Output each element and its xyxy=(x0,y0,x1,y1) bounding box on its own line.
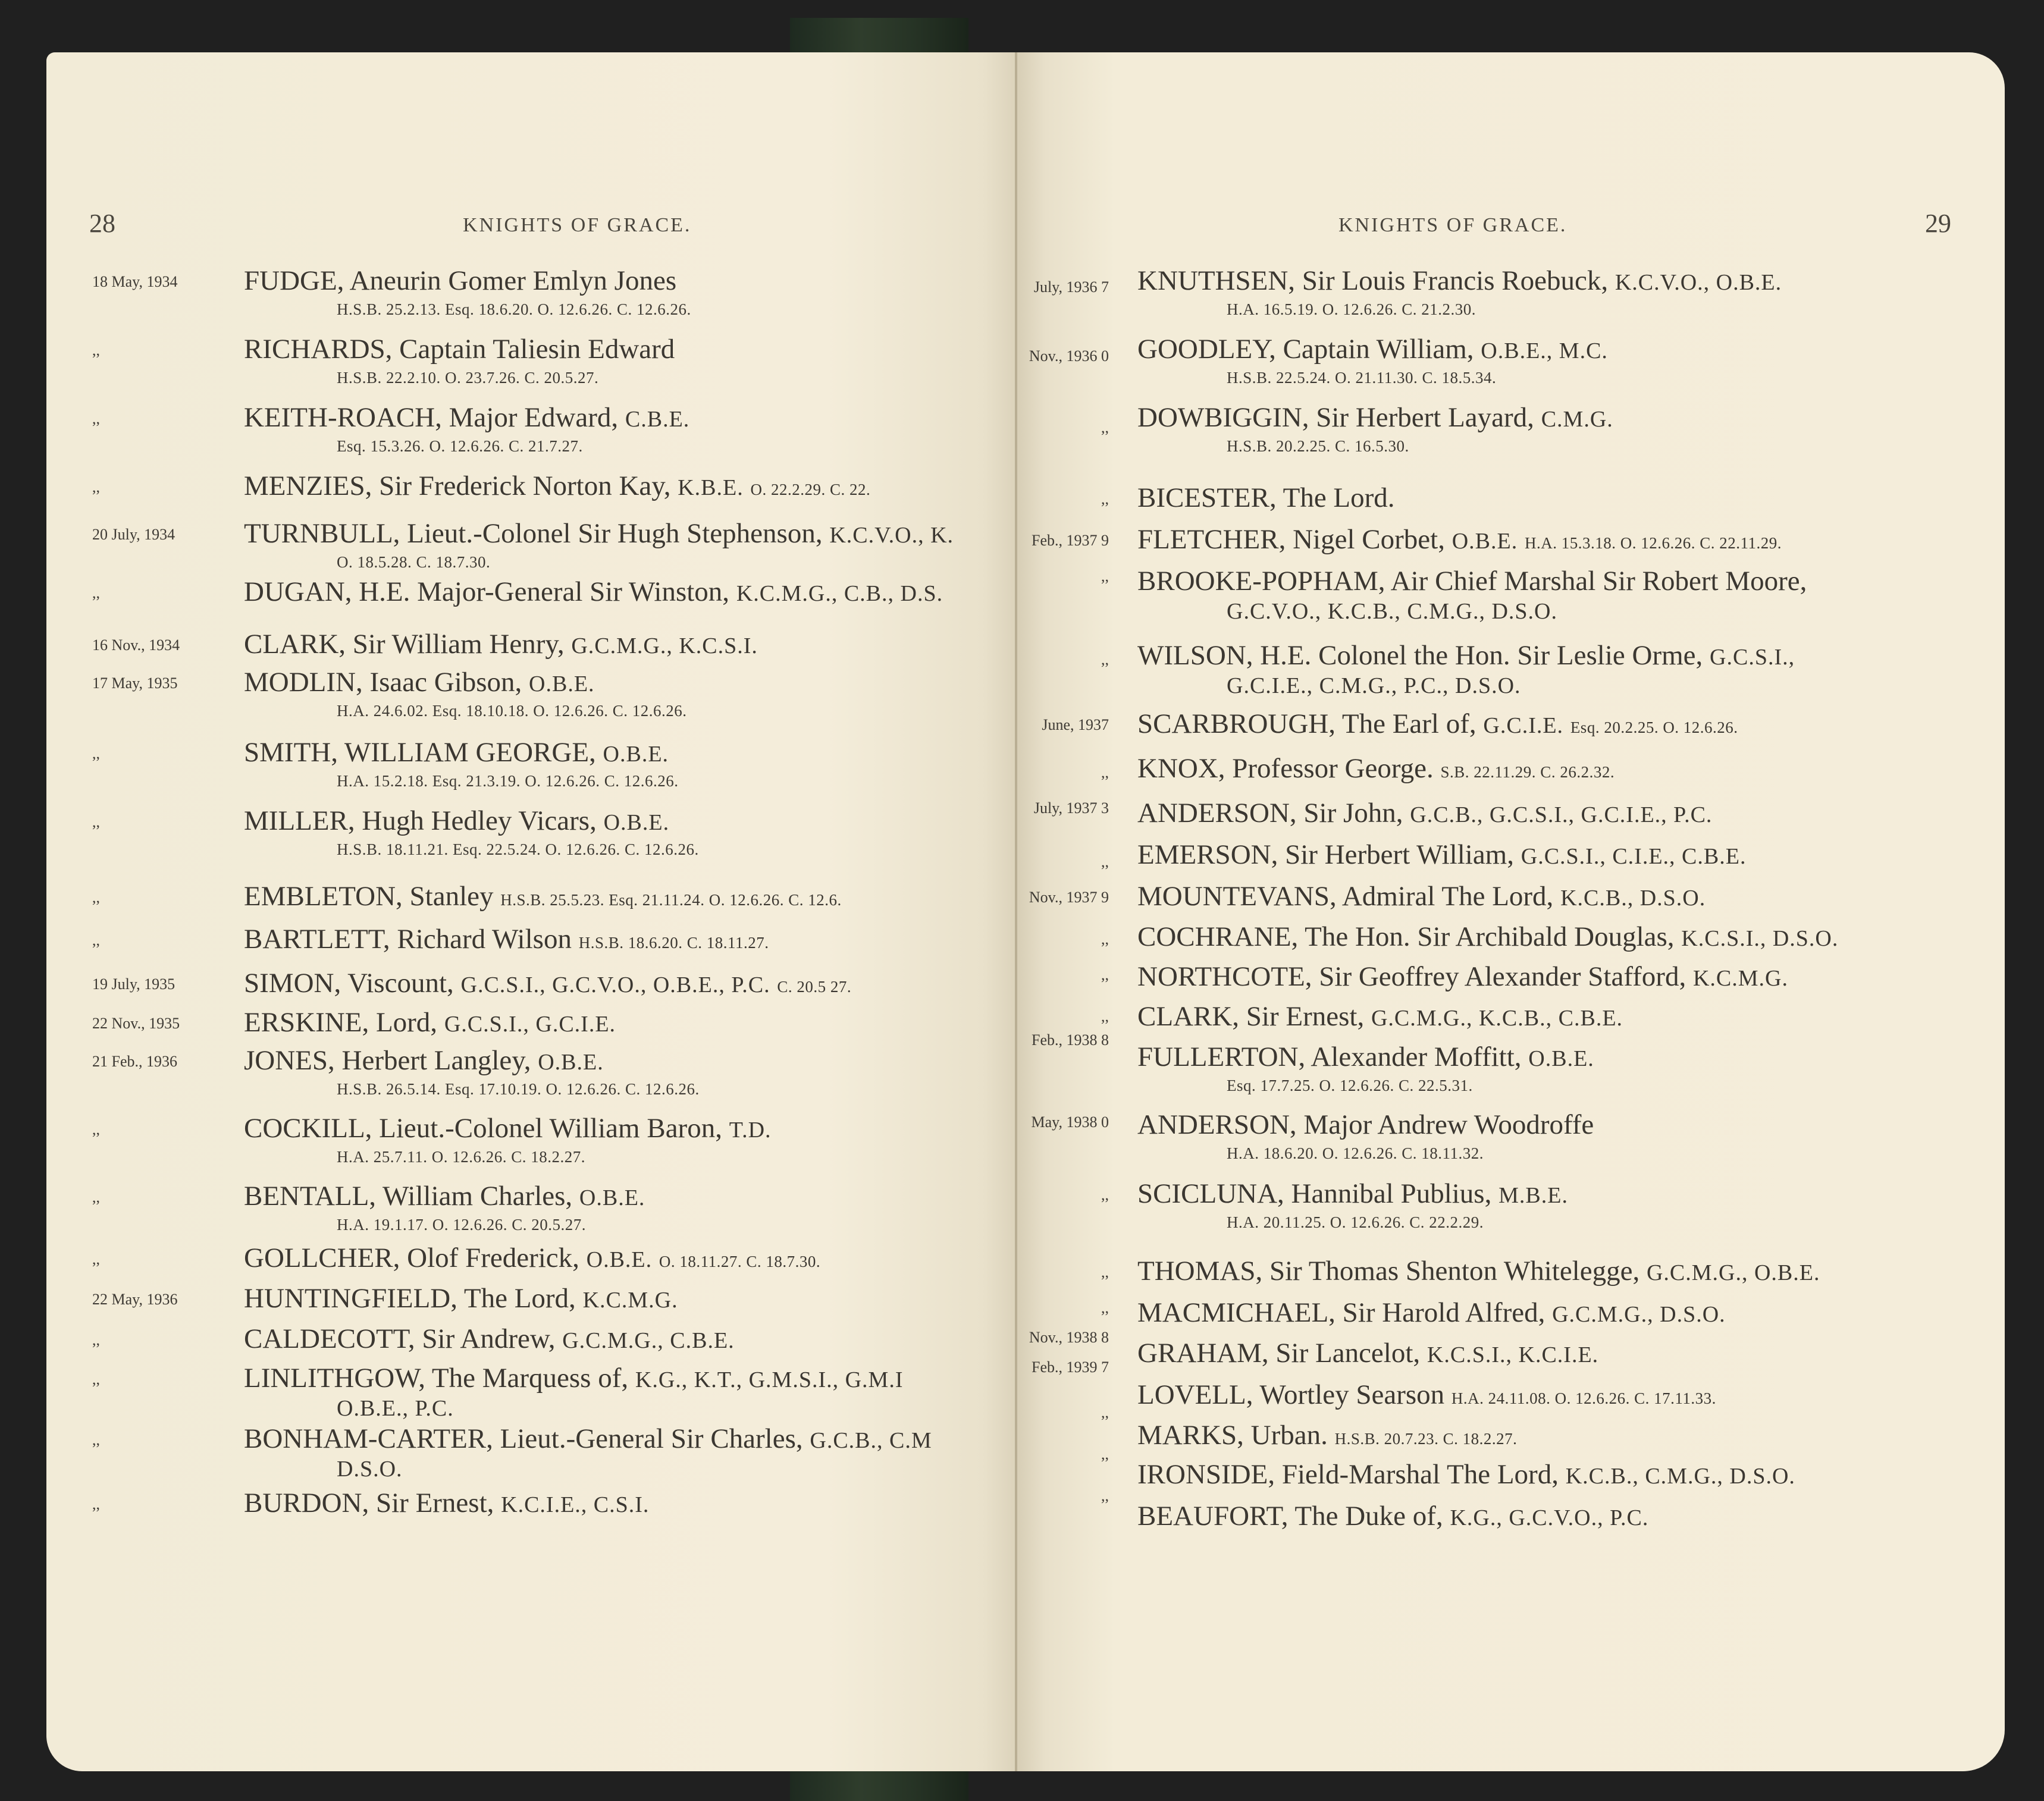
entry-date: ,, xyxy=(1101,930,1109,947)
honours: G.C.S.I., G.C.V.O., O.B.E., P.C. xyxy=(460,972,770,997)
entry-line xyxy=(1137,1458,1795,1491)
entry-line xyxy=(244,1323,735,1355)
honours-continued: O.B.E., P.C. xyxy=(337,1396,454,1421)
honours: K.C.M.G. xyxy=(582,1288,678,1313)
entry-line xyxy=(244,736,669,768)
knight-name: GOODLEY, Captain William, xyxy=(1137,334,1474,365)
service-dates: H.S.B. 22.5.24. O. 21.11.30. C. 18.5.34. xyxy=(1227,369,1497,387)
entry-date: 9 Feb., 1937 xyxy=(1032,532,1109,549)
entry-date: ,, xyxy=(1101,1299,1109,1316)
entry-line xyxy=(244,1282,678,1314)
entry-line xyxy=(1137,565,1807,597)
honours: C.M.G. xyxy=(1541,407,1613,432)
entry-line xyxy=(244,265,676,297)
entry-date: ,, xyxy=(1101,764,1109,781)
entry-line xyxy=(1137,401,1613,434)
running-head-right: KNIGHTS OF GRACE. xyxy=(1338,214,1568,236)
knight-name: SIMON, Viscount, xyxy=(244,968,454,999)
honours: O.B.E. xyxy=(579,1185,645,1210)
knight-name: LINLITHGOW, The Marquess of, xyxy=(244,1363,629,1394)
honours: O.B.E., M.C. xyxy=(1481,338,1608,363)
entry-date: ,, xyxy=(92,1188,100,1206)
honours: G.C.S.I., G.C.I.E. xyxy=(444,1012,616,1037)
entry-date: 18 May, 1934 xyxy=(92,273,178,290)
entry-line xyxy=(244,967,851,999)
entry-date: ,, xyxy=(1101,1008,1109,1025)
entry-date: ,, xyxy=(1101,1445,1109,1463)
entry-date: ,, xyxy=(1101,853,1109,870)
knight-name: IRONSIDE, Field-Marshal The Lord, xyxy=(1137,1459,1559,1490)
page-number-left: 28 xyxy=(89,209,115,238)
entry-date: ,, xyxy=(92,1431,100,1448)
entry-line xyxy=(244,805,669,837)
service-dates: H.A. 15.2.18. Esq. 21.3.19. O. 12.6.26. C. 12.6.26. xyxy=(337,772,679,790)
entry-line xyxy=(1137,482,1395,514)
knight-name: ANDERSON, Sir John, xyxy=(1137,798,1403,829)
service-dates: H.A. 20.11.25. O. 12.6.26. C. 22.2.29. xyxy=(1227,1213,1484,1231)
service-dates: H.A. 16.5.19. O. 12.6.26. C. 21.2.30. xyxy=(1227,300,1476,318)
entry-line xyxy=(244,517,954,550)
entry-date: ,, xyxy=(92,410,100,427)
service-dates: H.S.B. 22.2.10. O. 23.7.26. C. 20.5.27. xyxy=(337,369,599,387)
entry-line xyxy=(1137,1379,1716,1411)
honours: G.C.M.G., D.S.O. xyxy=(1552,1302,1726,1327)
entry-line xyxy=(1137,880,1706,912)
entry-date: ,, xyxy=(1101,1404,1109,1421)
knight-name: TURNBULL, Lieut.-Colonel Sir Hugh Stephenson, xyxy=(244,518,823,549)
entry-line xyxy=(1137,1297,1726,1329)
knight-name: ANDERSON, Major Andrew Woodroffe xyxy=(1137,1109,1594,1140)
knight-name: COCHRANE, The Hon. Sir Archibald Douglas, xyxy=(1137,921,1675,952)
entry-line xyxy=(244,1112,772,1144)
entry-line xyxy=(1137,1255,1820,1287)
honours: K.C.B., D.S.O. xyxy=(1560,886,1706,911)
knight-name: BROOKE-POPHAM, Air Chief Marshal Sir Robert Moore, xyxy=(1137,566,1807,597)
honours: O.B.E. xyxy=(529,672,595,696)
entry-date: 17 May, 1935 xyxy=(92,674,178,692)
knight-name: MENZIES, Sir Frederick Norton Kay, xyxy=(244,470,671,501)
service-dates: Esq. 20.2.25. O. 12.6.26. xyxy=(1570,718,1738,736)
knight-name: BICESTER, The Lord. xyxy=(1137,482,1395,513)
entry-date: ,, xyxy=(92,584,100,601)
honours: K.G., K.T., G.M.S.I., G.M.I xyxy=(635,1367,904,1392)
honours: C.B.E. xyxy=(625,407,690,432)
entry-line xyxy=(1137,961,1788,993)
entry-line xyxy=(244,470,870,502)
entry-line xyxy=(244,880,842,912)
honours: O.B.E. xyxy=(586,1247,653,1272)
service-dates: Esq. 15.3.26. O. 12.6.26. C. 21.7.27. xyxy=(337,437,583,455)
knight-name: SCICLUNA, Hannibal Publius, xyxy=(1137,1178,1492,1209)
honours: G.C.M.G., O.B.E. xyxy=(1646,1260,1820,1285)
service-dates: H.S.B. 25.5.23. Esq. 21.11.24. O. 12.6.26. C. 12.6. xyxy=(500,891,842,909)
honours: K.C.S.I., D.S.O. xyxy=(1681,926,1839,951)
honours: M.B.E. xyxy=(1498,1183,1568,1208)
honours: K.C.B., C.M.G., D.S.O. xyxy=(1565,1464,1795,1489)
page-number-right: 29 xyxy=(1925,209,1951,238)
honours: O.B.E. xyxy=(1452,529,1518,554)
entry-line xyxy=(1137,1041,1594,1073)
entry-date: ,, xyxy=(92,1495,100,1513)
entry-date: ,, xyxy=(92,1331,100,1348)
honours: T.D. xyxy=(729,1118,772,1143)
honours-continued: G.C.V.O., K.C.B., C.M.G., D.S.O. xyxy=(1227,599,1558,624)
knight-name: MOUNTEVANS, Admiral The Lord, xyxy=(1137,881,1554,912)
entry-line xyxy=(1137,1000,1623,1033)
knight-name: COCKILL, Lieut.-Colonel William Baron, xyxy=(244,1113,722,1144)
entry-date: ,, xyxy=(1101,651,1109,668)
entry-date: June, 1937 xyxy=(1042,716,1109,733)
entry-date: 20 July, 1934 xyxy=(92,526,175,543)
entry-date: 22 Nov., 1935 xyxy=(92,1015,180,1032)
entry-date: 8 Nov., 1938 xyxy=(1029,1329,1109,1346)
entry-date: 8 Feb., 1938 xyxy=(1032,1031,1109,1049)
service-dates: H.S.B. 18.11.21. Esq. 22.5.24. O. 12.6.26. C. 12.6.26. xyxy=(337,840,699,858)
entry-line xyxy=(1137,752,1614,785)
entry-date: ,, xyxy=(1101,1487,1109,1504)
service-dates: C. 20.5 27. xyxy=(777,978,852,996)
knight-name: KNUTHSEN, Sir Louis Francis Roebuck, xyxy=(1137,265,1609,296)
entry-date: ,, xyxy=(1101,419,1109,436)
knight-name: LOVELL, Wortley Searson xyxy=(1137,1379,1445,1410)
entry-line xyxy=(244,333,675,365)
knight-name: WILSON, H.E. Colonel the Hon. Sir Leslie Orme, xyxy=(1137,640,1703,671)
honours: G.C.M.G., K.C.S.I. xyxy=(571,633,758,658)
entry-line xyxy=(1137,1419,1517,1451)
entry-date: 16 Nov., 1934 xyxy=(92,636,180,654)
entry-line xyxy=(1137,797,1712,829)
entry-date: ,, xyxy=(92,931,100,949)
service-dates: O. 22.2.29. C. 22. xyxy=(750,481,871,498)
knight-name: FLETCHER, Nigel Corbet, xyxy=(1137,524,1445,555)
entry-line xyxy=(1137,1178,1568,1210)
entry-line xyxy=(244,1242,820,1274)
entry-date: 9 Nov., 1937 xyxy=(1029,889,1109,906)
entry-line xyxy=(1137,1109,1594,1141)
service-dates: H.S.B. 26.5.14. Esq. 17.10.19. O. 12.6.26. C. 12.6.26. xyxy=(337,1080,700,1098)
knight-name: HUNTINGFIELD, The Lord, xyxy=(244,1283,576,1314)
honours: K.G., G.C.V.O., P.C. xyxy=(1450,1505,1649,1530)
service-dates: H.A. 15.3.18. O. 12.6.26. C. 22.11.29. xyxy=(1524,534,1782,552)
knight-name: GRAHAM, Sir Lancelot, xyxy=(1137,1338,1421,1369)
entry-date: 3 July, 1937 xyxy=(1033,799,1109,817)
service-dates: H.A. 24.6.02. Esq. 18.10.18. O. 12.6.26. C. 12.6.26. xyxy=(337,702,687,720)
entry-line xyxy=(1137,921,1838,953)
knight-name: BURDON, Sir Ernest, xyxy=(244,1488,494,1518)
entry-date: 7 Feb., 1939 xyxy=(1032,1358,1109,1376)
entry-line xyxy=(244,666,595,698)
knight-name: CLARK, Sir Ernest, xyxy=(1137,1001,1365,1032)
knight-name: EMBLETON, Stanley xyxy=(244,881,494,912)
entry-date: 0 May, 1938 xyxy=(1031,1113,1109,1131)
entry-line xyxy=(244,923,769,955)
entry-line xyxy=(1137,639,1795,672)
entry-line xyxy=(244,576,943,608)
honours-continued: D.S.O. xyxy=(337,1457,403,1482)
entry-line xyxy=(1137,708,1738,740)
honours: O.B.E. xyxy=(538,1050,604,1075)
entry-line xyxy=(1137,839,1746,871)
knight-name: THOMAS, Sir Thomas Shenton Whitelegge, xyxy=(1137,1256,1640,1287)
service-dates: O. 18.11.27. C. 18.7.30. xyxy=(659,1253,821,1270)
entry-date: ,, xyxy=(1101,1263,1109,1281)
knight-name: NORTHCOTE, Sir Geoffrey Alexander Stafford, xyxy=(1137,961,1686,992)
honours-continued: G.C.I.E., C.M.G., P.C., D.S.O. xyxy=(1227,673,1521,698)
knight-name: CLARK, Sir William Henry, xyxy=(244,629,565,660)
entry-line xyxy=(244,1362,904,1394)
entry-date: ,, xyxy=(92,1250,100,1267)
honours: O.B.E. xyxy=(603,810,670,835)
running-head-left: KNIGHTS OF GRACE. xyxy=(463,214,692,236)
knight-name: FULLERTON, Alexander Moffitt, xyxy=(1137,1041,1522,1072)
knight-name: SMITH, WILLIAM GEORGE, xyxy=(244,737,596,768)
honours: G.C.S.I., C.I.E., C.B.E. xyxy=(1521,844,1747,869)
service-dates: H.A. 25.7.11. O. 12.6.26. C. 18.2.27. xyxy=(337,1148,586,1166)
entry-date: 0 Nov., 1936 xyxy=(1029,347,1109,365)
entry-date: ,, xyxy=(1101,567,1109,585)
knight-name: ERSKINE, Lord, xyxy=(244,1007,438,1038)
service-dates: H.S.B. 20.7.23. C. 18.2.27. xyxy=(1334,1430,1518,1448)
knight-name: MARKS, Urban. xyxy=(1137,1420,1328,1451)
honours: G.C.M.G., K.C.B., C.B.E. xyxy=(1371,1006,1623,1031)
entry-date: ,, xyxy=(92,745,100,762)
knight-name: MILLER, Hugh Hedley Vicars, xyxy=(244,805,597,836)
knight-name: BARTLETT, Richard Wilson xyxy=(244,924,572,955)
honours: K.B.E. xyxy=(678,475,744,500)
knight-name: CALDECOTT, Sir Andrew, xyxy=(244,1323,556,1354)
entry-line xyxy=(244,1006,616,1038)
entry-date: 22 May, 1936 xyxy=(92,1291,178,1308)
knight-name: DUGAN, H.E. Major-General Sir Winston, xyxy=(244,576,730,607)
entry-date: 21 Feb., 1936 xyxy=(92,1053,177,1070)
entry-line xyxy=(1137,333,1608,365)
entry-date: ,, xyxy=(92,478,100,495)
knight-name: GOLLCHER, Olof Frederick, xyxy=(244,1242,579,1273)
service-dates: H.S.B. 25.2.13. Esq. 18.6.20. O. 12.6.26. C. 12.6.26. xyxy=(337,300,691,318)
knight-name: BEAUFORT, The Duke of, xyxy=(1137,1501,1443,1532)
service-dates: S.B. 22.11.29. C. 26.2.32. xyxy=(1440,763,1615,781)
entry-line xyxy=(1137,265,1782,297)
knight-name: KNOX, Professor George. xyxy=(1137,753,1434,784)
knight-name: SCARBROUGH, The Earl of, xyxy=(1137,708,1476,739)
entry-date: ,, xyxy=(1101,966,1109,983)
honours: G.C.B., C.M xyxy=(810,1428,932,1453)
entry-line xyxy=(244,628,758,660)
entry-line xyxy=(244,1180,645,1212)
honours: K.C.M.G. xyxy=(1692,966,1788,991)
entry-line xyxy=(244,1423,932,1455)
entry-line xyxy=(244,1487,649,1519)
entry-line xyxy=(1137,1337,1598,1369)
entry-line xyxy=(1137,523,1782,556)
honours: K.C.V.O., K. xyxy=(829,523,954,548)
entry-date: ,, xyxy=(92,341,100,359)
honours: K.C.M.G., C.B., D.S. xyxy=(736,581,943,606)
honours: G.C.B., G.C.S.I., G.C.I.E., P.C. xyxy=(1410,802,1713,827)
entry-date: ,, xyxy=(1101,490,1109,507)
knight-name: KEITH-ROACH, Major Edward, xyxy=(244,402,619,433)
entry-line xyxy=(244,1044,604,1077)
entry-line xyxy=(244,401,689,434)
knight-name: BONHAM-CARTER, Lieut.-General Sir Charles, xyxy=(244,1423,803,1454)
honours: O.B.E. xyxy=(603,742,669,767)
entry-date: ,, xyxy=(1101,1186,1109,1203)
honours: G.C.M.G., C.B.E. xyxy=(562,1328,735,1353)
entry-date: ,, xyxy=(92,1370,100,1388)
service-dates: H.S.B. 20.2.25. C. 16.5.30. xyxy=(1227,437,1409,455)
service-dates: H.A. 19.1.17. O. 12.6.26. C. 20.5.27. xyxy=(337,1216,587,1234)
entry-date: 7 July, 1936 xyxy=(1033,278,1109,296)
knight-name: JONES, Herbert Langley, xyxy=(244,1045,531,1076)
honours: G.C.S.I., xyxy=(1710,645,1795,670)
service-dates: H.S.B. 18.6.20. C. 18.11.27. xyxy=(578,934,769,952)
knight-name: MACMICHAEL, Sir Harold Alfred, xyxy=(1137,1297,1545,1328)
entry-line xyxy=(1137,1500,1648,1532)
entry-date: ,, xyxy=(92,1121,100,1138)
honours: G.C.I.E. xyxy=(1483,713,1564,738)
knight-name: EMERSON, Sir Herbert William, xyxy=(1137,839,1514,870)
entry-date: ,, xyxy=(92,813,100,830)
knight-name: RICHARDS, Captain Taliesin Edward xyxy=(244,334,675,365)
service-dates: O. 18.5.28. C. 18.7.30. xyxy=(337,553,491,571)
service-dates: H.A. 18.6.20. O. 12.6.26. C. 18.11.32. xyxy=(1227,1144,1484,1162)
gutter-shadow xyxy=(1015,52,1017,1771)
honours: K.C.I.E., C.S.I. xyxy=(501,1492,650,1517)
knight-name: FUDGE, Aneurin Gomer Emlyn Jones xyxy=(244,265,677,296)
entry-date: ,, xyxy=(92,889,100,906)
service-dates: Esq. 17.7.25. O. 12.6.26. C. 22.5.31. xyxy=(1227,1077,1473,1094)
honours: K.C.S.I., K.C.I.E. xyxy=(1427,1342,1599,1367)
honours: O.B.E. xyxy=(1528,1046,1594,1071)
knight-name: DOWBIGGIN, Sir Herbert Layard, xyxy=(1137,402,1534,433)
entry-date: 19 July, 1935 xyxy=(92,975,175,993)
knight-name: MODLIN, Isaac Gibson, xyxy=(244,667,522,698)
service-dates: H.A. 24.11.08. O. 12.6.26. C. 17.11.33. xyxy=(1451,1389,1716,1407)
honours: K.C.V.O., O.B.E. xyxy=(1614,270,1782,295)
knight-name: BENTALL, William Charles, xyxy=(244,1181,573,1212)
